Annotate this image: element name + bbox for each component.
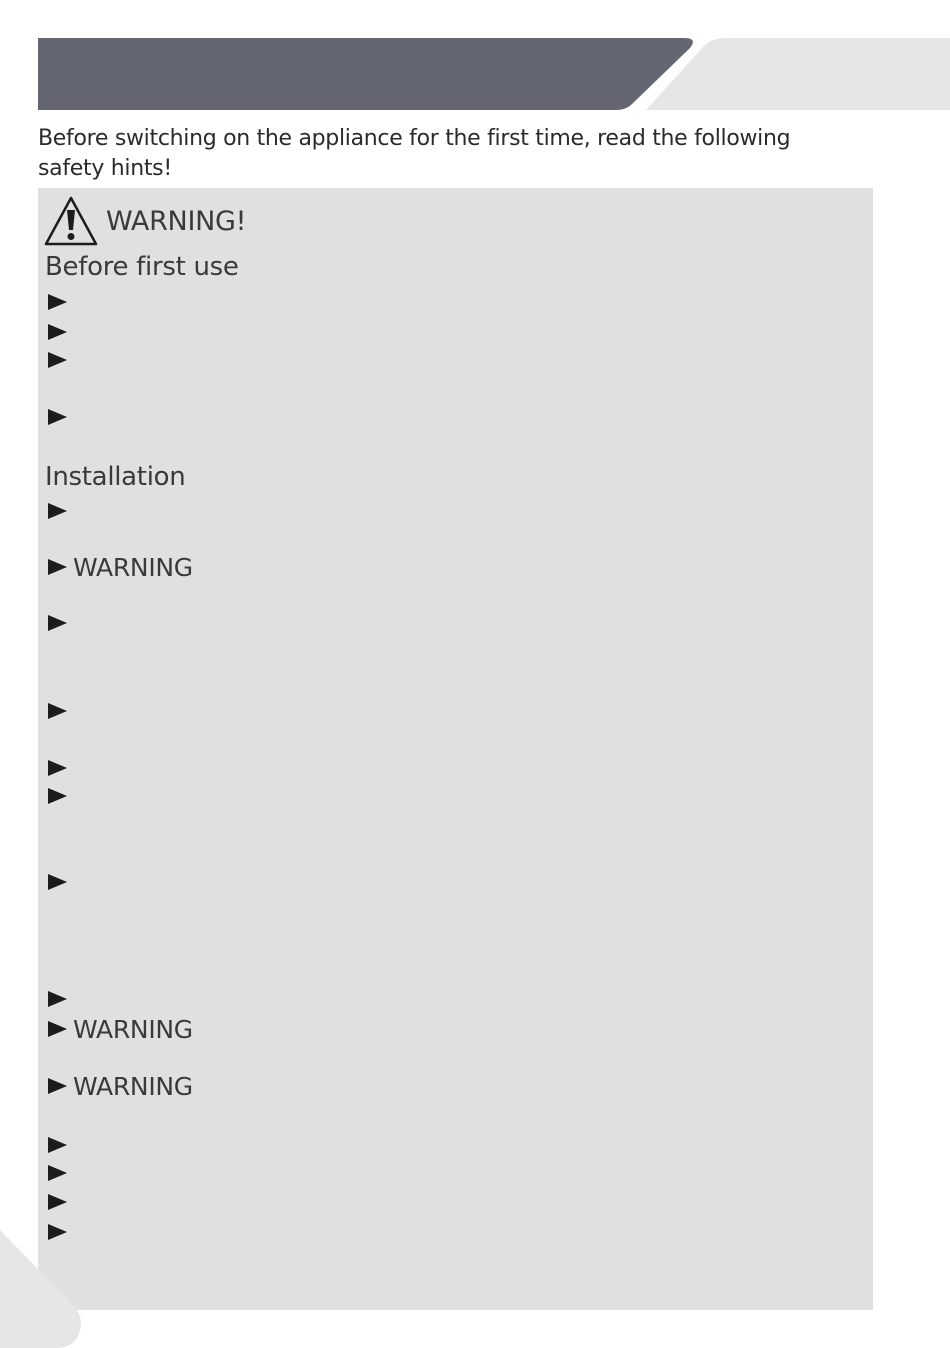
header-tab <box>646 38 950 110</box>
list-item <box>48 608 73 638</box>
bullet-arrow-icon <box>48 352 67 368</box>
warning-heading <box>44 194 246 248</box>
bullet-arrow-icon <box>48 874 67 890</box>
bullet-arrow-icon <box>48 1165 67 1181</box>
bullet-arrow-icon <box>48 1194 67 1210</box>
list-item <box>48 317 73 347</box>
list-item <box>48 753 73 783</box>
list-item <box>48 1187 73 1217</box>
list-item <box>48 496 73 526</box>
list-item: WARNING <box>48 1071 193 1101</box>
warning-triangle-icon <box>44 195 98 247</box>
list-item <box>48 402 73 432</box>
bullet-arrow-icon <box>48 1021 67 1037</box>
section-title-before-first-use: Before first use <box>45 252 239 282</box>
list-item <box>48 345 73 375</box>
list-item <box>48 781 73 811</box>
list-item <box>48 867 73 897</box>
list-item: WARNING <box>48 1014 193 1044</box>
bullet-arrow-icon <box>48 788 67 804</box>
bullet-arrow-icon <box>48 991 67 1007</box>
bullet-arrow-icon <box>48 503 67 519</box>
bullet-arrow-icon <box>48 703 67 719</box>
header-bar <box>38 38 694 110</box>
intro-text: Before switching on the appliance for the first time, read the following safety hints! <box>38 126 791 181</box>
bullet-arrow-icon <box>48 559 67 575</box>
bullet-arrow-icon <box>48 409 67 425</box>
bullet-arrow-icon <box>48 615 67 631</box>
page-corner-tab <box>0 1230 84 1348</box>
warning-title: WARNING! <box>106 205 247 237</box>
bullet-arrow-icon <box>48 1137 67 1153</box>
bullet-arrow-icon <box>48 1078 67 1094</box>
list-item <box>48 696 73 726</box>
bullet-arrow-icon <box>48 324 67 340</box>
section-title-installation: Installation <box>45 462 186 492</box>
list-item <box>48 287 73 317</box>
bullet-arrow-icon <box>48 760 67 776</box>
list-item <box>48 1158 73 1188</box>
list-item <box>48 984 73 1014</box>
list-item <box>48 1130 73 1160</box>
bullet-arrow-icon <box>48 294 67 310</box>
list-item: WARNING <box>48 552 193 582</box>
safety-panel <box>38 188 873 1310</box>
